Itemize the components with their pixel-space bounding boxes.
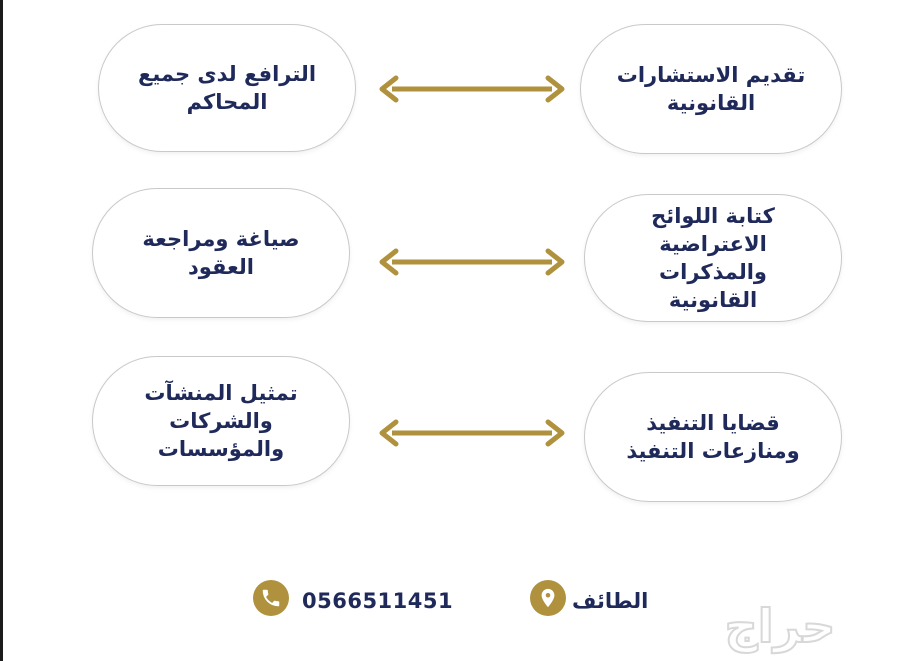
service-label-line: والشركات xyxy=(169,409,273,433)
location-pin-icon xyxy=(530,580,566,616)
service-label xyxy=(617,61,806,117)
service-label-line: صياغة ومراجعة xyxy=(142,227,300,251)
service-label-line: والمؤسسات xyxy=(157,437,285,461)
service-pill-objection-memos xyxy=(584,194,842,322)
service-label-line: الترافع لدى جميع xyxy=(137,62,317,86)
service-label xyxy=(626,409,799,465)
service-label-line: ومنازعات التنفيذ xyxy=(626,439,800,463)
service-pill-entity-representation xyxy=(92,356,350,486)
service-pill-court-pleading xyxy=(98,24,356,152)
service-pill-legal-consultations xyxy=(580,24,842,154)
service-pill-enforcement-cases xyxy=(584,372,842,502)
service-label-line: المحاكم xyxy=(186,90,268,114)
service-pill-contract-drafting xyxy=(92,188,350,318)
location-glyph xyxy=(537,587,559,609)
phone-glyph xyxy=(260,587,282,609)
double-arrow-icon xyxy=(376,418,568,448)
double-arrow-icon xyxy=(376,74,568,104)
watermark-text: حراج xyxy=(724,599,836,653)
service-label xyxy=(144,379,297,463)
location-text: الطائف xyxy=(572,589,649,613)
service-label-line: كتابة اللوائح xyxy=(651,204,775,228)
service-label-line: القانونية xyxy=(668,288,758,312)
double-arrow-icon xyxy=(376,247,568,277)
service-label-line: تمثيل المنشآت xyxy=(144,381,298,405)
service-label xyxy=(603,202,823,314)
service-label-line: العقود xyxy=(188,255,254,279)
service-label-line: قضايا التنفيذ xyxy=(646,411,780,435)
service-label-line: تقديم الاستشارات xyxy=(616,63,806,87)
service-label xyxy=(142,225,299,281)
service-label xyxy=(138,60,316,116)
phone-number[interactable]: 0566511451 xyxy=(302,589,454,613)
service-label-line: الاعتراضية والمذكرات xyxy=(659,232,767,284)
service-label-line: القانونية xyxy=(666,91,756,115)
left-edge-divider xyxy=(0,0,3,661)
haraj-watermark-logo xyxy=(662,598,898,656)
phone-icon xyxy=(253,580,289,616)
